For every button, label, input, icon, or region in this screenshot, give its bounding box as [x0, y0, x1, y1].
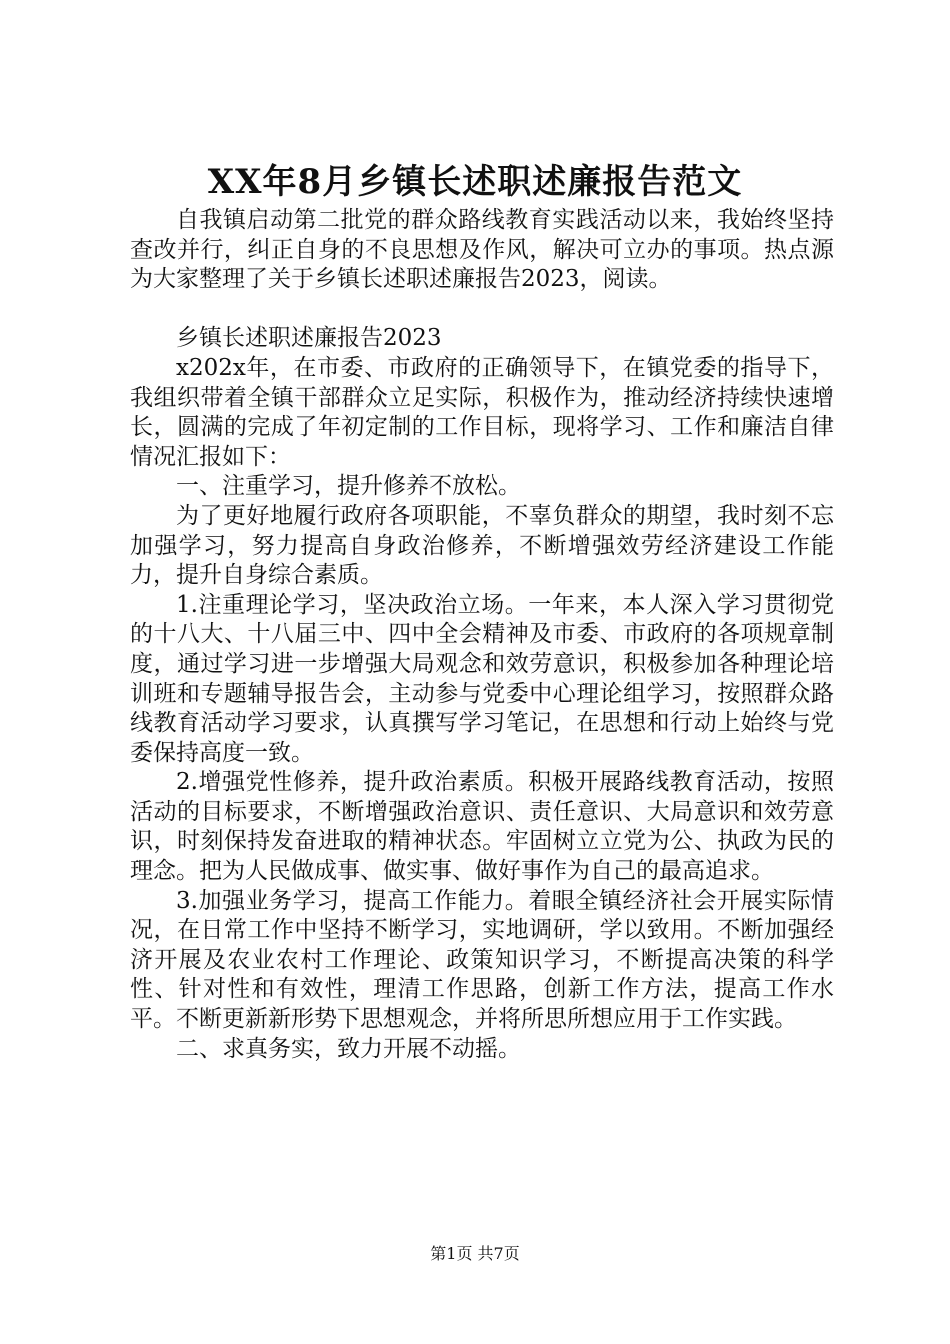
body-paragraph: 1.注重理论学习，坚决政治立场。一年来，本人深入学习贯彻党的十八大、十八届三中、四中全会精神及市委、市政府的各项规章制度，通过学习进一步增强大局观念和效劳意识，积极参加各种理论培训班和专题辅导报告会，主动参与党委中心理论组学习，按照群众路线教育活动学习要求，认真撰写学习笔记，在思想和行动上始终与党委保持高度一致。 [130, 591, 834, 766]
body-paragraph: 为了更好地履行政府各项职能，不辜负群众的期望，我时刻不忘加强学习，努力提高自身政治修养，不断增强效劳经济建设工作能力，提升自身综合素质。 [130, 502, 834, 589]
document-body [130, 206, 834, 1064]
body-paragraph: 2.增强党性修养，提升政治素质。积极开展路线教育活动，按照活动的目标要求，不断增强政治意识、责任意识、大局意识和效劳意识，时刻保持发奋进取的精神状态。牢固树立立党为公、执政为民的理念。把为人民做成事、做实事、做好事作为自己的最高追求。 [130, 769, 834, 885]
intro-paragraph: 自我镇启动第二批党的群众路线教育实践活动以来，我始终坚持查改并行，纠正自身的不良思想及作风，解决可立办的事项。热点源为大家整理了关于乡镇长述职述廉报告2023，阅读。 [130, 207, 834, 293]
report-heading: 乡镇长述职述廉报告2023 [176, 325, 442, 352]
document-title: XX年8月乡镇长述职述廉报告范文 [207, 162, 743, 202]
section-heading-2: 二、求真务实，致力开展不动摇。 [176, 1035, 521, 1062]
section-heading-1: 一、注重学习，提升修养不放松。 [176, 473, 521, 500]
body-paragraph: 3.加强业务学习，提高工作能力。着眼全镇经济社会开展实际情况，在日常工作中坚持不断学习，实地调研，学以致用。不断加强经济开展及农业农村工作理论、政策知识学习，不断提高决策的科学性、针对性和有效性，理清工作思路，创新工作方法，提高工作水平。不断更新新形势下思想观念，并将所思所想应用于工作实践。 [130, 887, 834, 1033]
body-paragraph: x202x年，在市委、市政府的正确领导下，在镇党委的指导下，我组织带着全镇干部群众立足实际，积极作为，推动经济持续快速增长，圆满的完成了年初定制的工作目标，现将学习、工作和廉洁自律情况汇报如下： [130, 354, 834, 470]
page-number-footer: 第1页 共7页 [430, 1244, 520, 1263]
